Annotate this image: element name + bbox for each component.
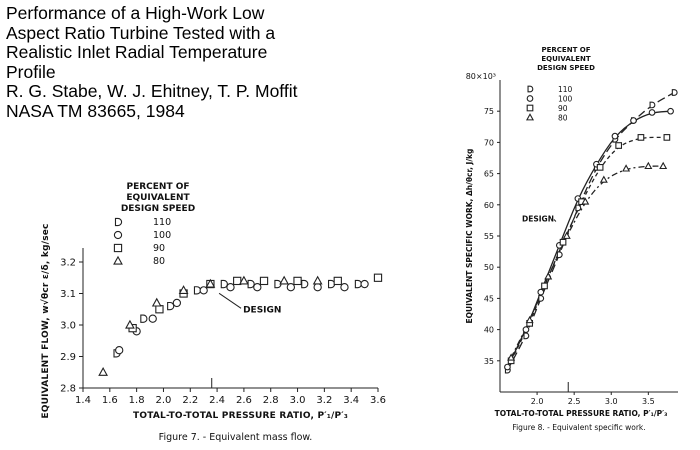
fig7-x-tick-label: 1.4 bbox=[75, 395, 91, 406]
fig7-y-axis-label: EQUIVALENT FLOW, w√θcr ε/δ, kg/sec bbox=[41, 223, 51, 419]
fig8-point-90 bbox=[560, 239, 566, 245]
fig8-legend-label: 80 bbox=[558, 113, 568, 123]
fig7-legend-title: EQUIVALENT bbox=[126, 193, 190, 203]
fig7-x-tick-label: 3.4 bbox=[343, 395, 360, 406]
fig8-point-110 bbox=[539, 296, 544, 302]
fig7-x-tick-label: 3.2 bbox=[316, 395, 333, 406]
fig8-legend-marker bbox=[527, 105, 533, 111]
fig8-point-110 bbox=[576, 205, 581, 211]
fig7-x-tick-label: 2.2 bbox=[182, 395, 199, 406]
fig7-caption: Figure 7. - Equivalent mass flow. bbox=[158, 432, 313, 443]
fig8-point-80 bbox=[601, 177, 607, 183]
fig8-y-tick-label: 70 bbox=[483, 138, 494, 148]
fig8-y-tick-label: 55 bbox=[483, 232, 494, 241]
fig8-point-80 bbox=[645, 163, 651, 169]
fig8-design-leader bbox=[554, 220, 556, 222]
fig8-x-tick-label: 3.5 bbox=[641, 397, 655, 406]
fig7-x-tick-label: 1.6 bbox=[101, 395, 118, 406]
fig8-y-axis-label: EQUIVALENT SPECIFIC WORK, Δh/θcr, J/kg bbox=[465, 148, 474, 324]
fig7-x-tick-label: 2.6 bbox=[235, 395, 252, 406]
fig8-point-100 bbox=[668, 108, 674, 114]
fig8-point-90 bbox=[597, 165, 603, 171]
fig8-point-100 bbox=[505, 364, 511, 370]
fig7-y-tick-label: 3.0 bbox=[60, 320, 76, 332]
fig8-legend-marker bbox=[527, 114, 533, 120]
fig8-point-80 bbox=[527, 317, 533, 323]
fig8-y-tick-label: 65 bbox=[483, 169, 494, 179]
fig8-legend-label: 100 bbox=[558, 94, 573, 104]
fig8-point-90 bbox=[542, 283, 548, 289]
fig8-legend-marker bbox=[528, 86, 533, 92]
title-line-1: Performance of a High-Work Low bbox=[6, 3, 265, 23]
fig8-x-axis-label: TOTAL-TO-TOTAL PRESSURE RATIO, P′₁/P′₃ bbox=[494, 409, 668, 418]
fig8-y-tick-label: 50 bbox=[483, 263, 494, 273]
fig8-point-110 bbox=[650, 102, 655, 108]
report-line: NASA TM 83665, 1984 bbox=[6, 100, 185, 121]
fig8-curve-100 bbox=[507, 111, 670, 367]
fig7-design-annotation: DESIGN bbox=[243, 305, 282, 316]
title-line-2: Aspect Ratio Turbine Tested with a bbox=[6, 22, 276, 43]
fig8-y-tick-label: 60 bbox=[483, 200, 494, 210]
fig7-y-tick-label: 2.9 bbox=[60, 352, 76, 363]
authors-line: R. G. Stabe, W. J. Ehitney, T. P. Moffit bbox=[6, 81, 298, 102]
fig8-design-annotation: DESIGN bbox=[522, 214, 554, 224]
fig8-point-100 bbox=[631, 118, 637, 124]
fig7-legend-label: 80 bbox=[153, 256, 166, 267]
fig7-legend-title: PERCENT OF bbox=[126, 182, 190, 192]
fig8-y-tick-label: 40 bbox=[483, 325, 494, 335]
fig7-legend-label: 100 bbox=[153, 230, 172, 241]
fig8-point-80 bbox=[660, 163, 666, 169]
fig8-curve-110 bbox=[507, 92, 674, 370]
fig8-caption: Figure 8. - Equivalent specific work. bbox=[512, 423, 646, 432]
fig8-x-tick-label: 2.5 bbox=[567, 397, 581, 406]
fig8-point-110 bbox=[557, 252, 562, 258]
fig8-y-tick-label: 35 bbox=[483, 356, 494, 366]
fig7-x-tick-label: 2.4 bbox=[209, 395, 226, 406]
fig8-point-100 bbox=[538, 289, 544, 295]
fig7-x-tick-label: 1.8 bbox=[128, 395, 145, 406]
title-line-3: Realistic Inlet Radial Temperature bbox=[6, 42, 268, 63]
fig7-x-tick-label: 3.6 bbox=[370, 395, 386, 406]
fig7-x-tick-label: 3.0 bbox=[289, 395, 306, 406]
fig7-legend-label: 110 bbox=[153, 217, 172, 228]
fig8-legend-title: PERCENT OF bbox=[541, 46, 591, 54]
fig7-legend-title: DESIGN SPEED bbox=[120, 204, 196, 214]
fig8-y-multiplier: 80×10³ bbox=[465, 72, 496, 81]
fig8-y-tick-label: 45 bbox=[483, 294, 494, 304]
fig8-point-80 bbox=[545, 273, 551, 279]
fig8-legend-label: 90 bbox=[558, 104, 568, 113]
fig8-curve-80 bbox=[511, 166, 663, 358]
fig8-point-90 bbox=[638, 135, 644, 141]
fig7-y-tick-label: 3.2 bbox=[60, 257, 76, 269]
fig8-legend-label: 110 bbox=[558, 85, 573, 94]
fig8-point-110 bbox=[672, 90, 677, 96]
fig8-legend-title: EQUIVALENT bbox=[541, 55, 591, 63]
fig7-legend-label: 90 bbox=[153, 243, 166, 254]
fig8-point-90 bbox=[664, 135, 670, 141]
fig8-x-tick-label: 2.0 bbox=[530, 397, 544, 406]
title-line-4: Profile bbox=[6, 61, 56, 82]
fig7-x-tick-label: 2.8 bbox=[262, 395, 279, 406]
fig7-y-tick-label: 2.8 bbox=[60, 383, 76, 395]
fig7-x-axis-label: TOTAL-TO-TOTAL PRESSURE RATIO, P′₁/P′₃ bbox=[133, 411, 348, 421]
fig8-point-100 bbox=[612, 133, 618, 139]
fig8-point-100 bbox=[649, 110, 655, 116]
fig8-point-80 bbox=[623, 165, 629, 171]
fig8-point-90 bbox=[616, 143, 622, 149]
fig8-point-100 bbox=[523, 327, 529, 333]
fig8-legend-marker bbox=[527, 96, 533, 102]
fig8-point-110 bbox=[524, 333, 529, 339]
fig8-y-tick-label: 75 bbox=[483, 107, 494, 117]
fig8-x-tick-label: 3.0 bbox=[604, 397, 618, 406]
fig7-x-tick-label: 2.0 bbox=[155, 395, 172, 406]
fig8-curve-90 bbox=[511, 137, 667, 360]
fig8-legend-title: DESIGN SPEED bbox=[537, 64, 595, 72]
fig7-y-tick-label: 3.1 bbox=[60, 289, 76, 300]
